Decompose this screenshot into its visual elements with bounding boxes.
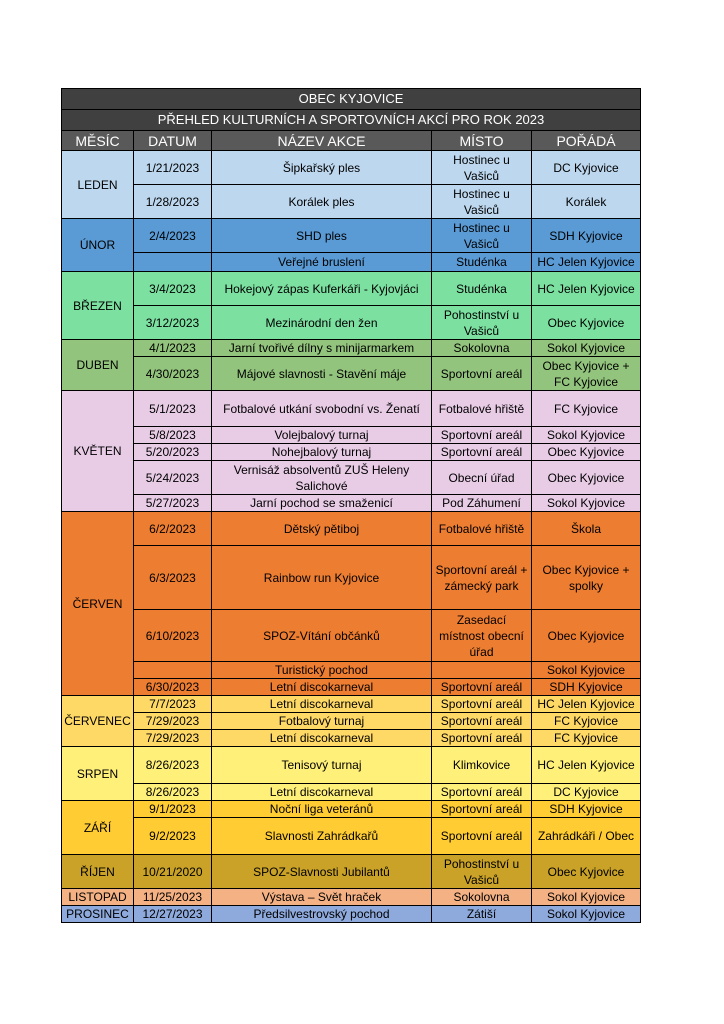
date-cell: 8/26/2023 xyxy=(134,784,212,801)
place-cell: Hostinec u Vašiců xyxy=(432,185,532,219)
event-row xyxy=(62,610,641,662)
place-cell: Sokolovna xyxy=(432,340,532,357)
organizer-cell: FC Kyjovice xyxy=(532,713,641,730)
event-name-cell: Mezinárodní den žen xyxy=(212,306,432,340)
document-title: OBEC KYJOVICE xyxy=(62,89,641,110)
date-cell: 7/29/2023 xyxy=(134,713,212,730)
date-cell: 4/1/2023 xyxy=(134,340,212,357)
date-cell: 5/24/2023 xyxy=(134,461,212,495)
event-name-cell: Vernisáž absolventů ZUŠ Heleny Salichové xyxy=(212,461,432,495)
month-cell: ČERVEN xyxy=(62,512,134,696)
event-name-cell: Volejbalový turnaj xyxy=(212,427,432,444)
month-cell: BŘEZEN xyxy=(62,272,134,340)
place-cell: Sportovní areál xyxy=(432,801,532,818)
organizer-cell: Obec Kyjovice xyxy=(532,855,641,889)
header-organizer: POŘÁDÁ xyxy=(532,131,641,151)
place-cell: Studénka xyxy=(432,272,532,306)
event-row xyxy=(62,357,641,391)
event-name-cell: Letní discokarneval xyxy=(212,784,432,801)
date-cell: 1/21/2023 xyxy=(134,151,212,185)
event-name-cell: Dětský pětiboj xyxy=(212,512,432,546)
document-subtitle: PŘEHLED KULTURNÍCH A SPORTOVNÍCH AKCÍ PRO ROK 2023 xyxy=(62,110,641,131)
date-cell xyxy=(134,253,212,272)
date-cell: 8/26/2023 xyxy=(134,747,212,784)
place-cell: Sportovní areál xyxy=(432,818,532,855)
month-cell: DUBEN xyxy=(62,340,134,391)
date-cell: 6/3/2023 xyxy=(134,546,212,610)
event-row xyxy=(62,219,641,253)
organizer-cell: FC Kyjovice xyxy=(532,730,641,747)
organizer-cell: Korálek xyxy=(532,185,641,219)
event-row xyxy=(62,818,641,855)
date-cell: 1/28/2023 xyxy=(134,185,212,219)
place-cell: Zasedací místnost obecní úřad xyxy=(432,610,532,662)
event-name-cell: Šipkařský ples xyxy=(212,151,432,185)
event-row xyxy=(62,512,641,546)
event-name-cell: Rainbow run Kyjovice xyxy=(212,546,432,610)
event-name-cell: Fotbalové utkání svobodní vs. Ženatí xyxy=(212,391,432,427)
month-cell: ÚNOR xyxy=(62,219,134,272)
place-cell: Zátiší xyxy=(432,906,532,923)
date-cell: 7/7/2023 xyxy=(134,696,212,713)
place-cell xyxy=(432,662,532,679)
organizer-cell: Obec Kyjovice xyxy=(532,610,641,662)
date-cell: 10/21/2020 xyxy=(134,855,212,889)
organizer-cell: Sokol Kyjovice xyxy=(532,889,641,906)
event-name-cell: Letní discokarneval xyxy=(212,696,432,713)
organizer-cell: DC Kyjovice xyxy=(532,151,641,185)
event-name-cell: Jarní tvořivé dílny s minijarmarkem xyxy=(212,340,432,357)
date-cell: 5/20/2023 xyxy=(134,444,212,461)
place-cell: Sportovní areál xyxy=(432,730,532,747)
event-row xyxy=(62,713,641,730)
date-cell: 7/29/2023 xyxy=(134,730,212,747)
place-cell: Studénka xyxy=(432,253,532,272)
place-cell: Pohostinství u Vašiců xyxy=(432,306,532,340)
date-cell: 2/4/2023 xyxy=(134,219,212,253)
event-name-cell: SPOZ-Slavnosti Jubilantů xyxy=(212,855,432,889)
organizer-cell: Obec Kyjovice + FC Kyjovice xyxy=(532,357,641,391)
event-name-cell: Korálek ples xyxy=(212,185,432,219)
event-row xyxy=(62,747,641,784)
date-cell: 9/2/2023 xyxy=(134,818,212,855)
event-row xyxy=(62,461,641,495)
event-name-cell: Hokejový zápas Kuferkáři - Kyjovjáci xyxy=(212,272,432,306)
place-cell: Sportovní areál xyxy=(432,713,532,730)
event-row xyxy=(62,151,641,185)
place-cell: Hostinec u Vašiců xyxy=(432,151,532,185)
event-row xyxy=(62,306,641,340)
organizer-cell: Sokol Kyjovice xyxy=(532,662,641,679)
event-name-cell: Předsilvestrovský pochod xyxy=(212,906,432,923)
event-row xyxy=(62,253,641,272)
organizer-cell: DC Kyjovice xyxy=(532,784,641,801)
header-month: MĚSÍC xyxy=(62,131,134,151)
header-date: DATUM xyxy=(134,131,212,151)
event-name-cell: Letní discokarneval xyxy=(212,679,432,696)
event-row xyxy=(62,730,641,747)
date-cell: 5/8/2023 xyxy=(134,427,212,444)
place-cell: Klimkovice xyxy=(432,747,532,784)
header-place: MÍSTO xyxy=(432,131,532,151)
event-name-cell: Turistický pochod xyxy=(212,662,432,679)
organizer-cell: SDH Kyjovice xyxy=(532,219,641,253)
organizer-cell: HC Jelen Kyjovice xyxy=(532,272,641,306)
event-row xyxy=(62,696,641,713)
event-name-cell: Noční liga veteránů xyxy=(212,801,432,818)
event-row xyxy=(62,679,641,696)
date-cell: 5/1/2023 xyxy=(134,391,212,427)
organizer-cell: Obec Kyjovice xyxy=(532,444,641,461)
place-cell: Pohostinství u Vašiců xyxy=(432,855,532,889)
month-cell: KVĚTEN xyxy=(62,391,134,512)
date-cell: 12/27/2023 xyxy=(134,906,212,923)
event-row xyxy=(62,784,641,801)
month-cell: ZÁŘÍ xyxy=(62,801,134,855)
organizer-cell: Sokol Kyjovice xyxy=(532,495,641,512)
organizer-cell: Sokol Kyjovice xyxy=(532,427,641,444)
event-name-cell: Jarní pochod se smaženicí xyxy=(212,495,432,512)
header-row xyxy=(62,131,641,151)
event-row xyxy=(62,855,641,889)
event-name-cell: Nohejbalový turnaj xyxy=(212,444,432,461)
organizer-cell: HC Jelen Kyjovice xyxy=(532,253,641,272)
organizer-cell: Zahrádkáři / Obec xyxy=(532,818,641,855)
date-cell: 3/4/2023 xyxy=(134,272,212,306)
date-cell: 6/30/2023 xyxy=(134,679,212,696)
event-name-cell: Výstava – Svět hraček xyxy=(212,889,432,906)
organizer-cell: Obec Kyjovice + spolky xyxy=(532,546,641,610)
organizer-cell: HC Jelen Kyjovice xyxy=(532,696,641,713)
organizer-cell: HC Jelen Kyjovice xyxy=(532,747,641,784)
event-row xyxy=(62,427,641,444)
event-name-cell: SPOZ-Vítání občánků xyxy=(212,610,432,662)
events-table xyxy=(61,88,641,923)
date-cell: 9/1/2023 xyxy=(134,801,212,818)
place-cell: Fotbalové hřiště xyxy=(432,512,532,546)
organizer-cell: SDH Kyjovice xyxy=(532,801,641,818)
event-row xyxy=(62,340,641,357)
date-cell: 6/2/2023 xyxy=(134,512,212,546)
event-row xyxy=(62,444,641,461)
organizer-cell: Sokol Kyjovice xyxy=(532,340,641,357)
event-name-cell: Veřejné bruslení xyxy=(212,253,432,272)
events-table-body xyxy=(62,89,641,923)
event-row xyxy=(62,801,641,818)
event-row xyxy=(62,662,641,679)
place-cell: Sportovní areál xyxy=(432,357,532,391)
organizer-cell: Škola xyxy=(532,512,641,546)
event-row xyxy=(62,391,641,427)
date-cell xyxy=(134,662,212,679)
date-cell: 5/27/2023 xyxy=(134,495,212,512)
date-cell: 6/10/2023 xyxy=(134,610,212,662)
event-row xyxy=(62,546,641,610)
place-cell: Sokolovna xyxy=(432,889,532,906)
event-name-cell: SHD ples xyxy=(212,219,432,253)
event-row xyxy=(62,889,641,906)
date-cell: 11/25/2023 xyxy=(134,889,212,906)
header-event-name: NÁZEV AKCE xyxy=(212,131,432,151)
date-cell: 4/30/2023 xyxy=(134,357,212,391)
place-cell: Sportovní areál xyxy=(432,427,532,444)
month-cell: SRPEN xyxy=(62,747,134,801)
event-name-cell: Letní discokarneval xyxy=(212,730,432,747)
organizer-cell: Sokol Kyjovice xyxy=(532,906,641,923)
subtitle-row xyxy=(62,110,641,131)
title-row xyxy=(62,89,641,110)
place-cell: Sportovní areál xyxy=(432,444,532,461)
place-cell: Sportovní areál xyxy=(432,696,532,713)
organizer-cell: FC Kyjovice xyxy=(532,391,641,427)
place-cell: Obecní úřad xyxy=(432,461,532,495)
date-cell: 3/12/2023 xyxy=(134,306,212,340)
place-cell: Sportovní areál xyxy=(432,784,532,801)
event-name-cell: Fotbalový turnaj xyxy=(212,713,432,730)
place-cell: Pod Záhumení xyxy=(432,495,532,512)
event-row xyxy=(62,495,641,512)
month-cell: ČERVENEC xyxy=(62,696,134,747)
place-cell: Hostinec u Vašiců xyxy=(432,219,532,253)
event-row xyxy=(62,185,641,219)
month-cell: LISTOPAD xyxy=(62,889,134,906)
event-name-cell: Tenisový turnaj xyxy=(212,747,432,784)
month-cell: PROSINEC xyxy=(62,906,134,923)
month-cell: ŘÍJEN xyxy=(62,855,134,889)
organizer-cell: SDH Kyjovice xyxy=(532,679,641,696)
event-row xyxy=(62,272,641,306)
organizer-cell: Obec Kyjovice xyxy=(532,461,641,495)
organizer-cell: Obec Kyjovice xyxy=(532,306,641,340)
event-name-cell: Májové slavnosti - Stavění máje xyxy=(212,357,432,391)
place-cell: Sportovní areál xyxy=(432,679,532,696)
event-row xyxy=(62,906,641,923)
place-cell: Fotbalové hřiště xyxy=(432,391,532,427)
place-cell: Sportovní areál + zámecký park xyxy=(432,546,532,610)
event-name-cell: Slavnosti Zahrádkařů xyxy=(212,818,432,855)
month-cell: LEDEN xyxy=(62,151,134,219)
